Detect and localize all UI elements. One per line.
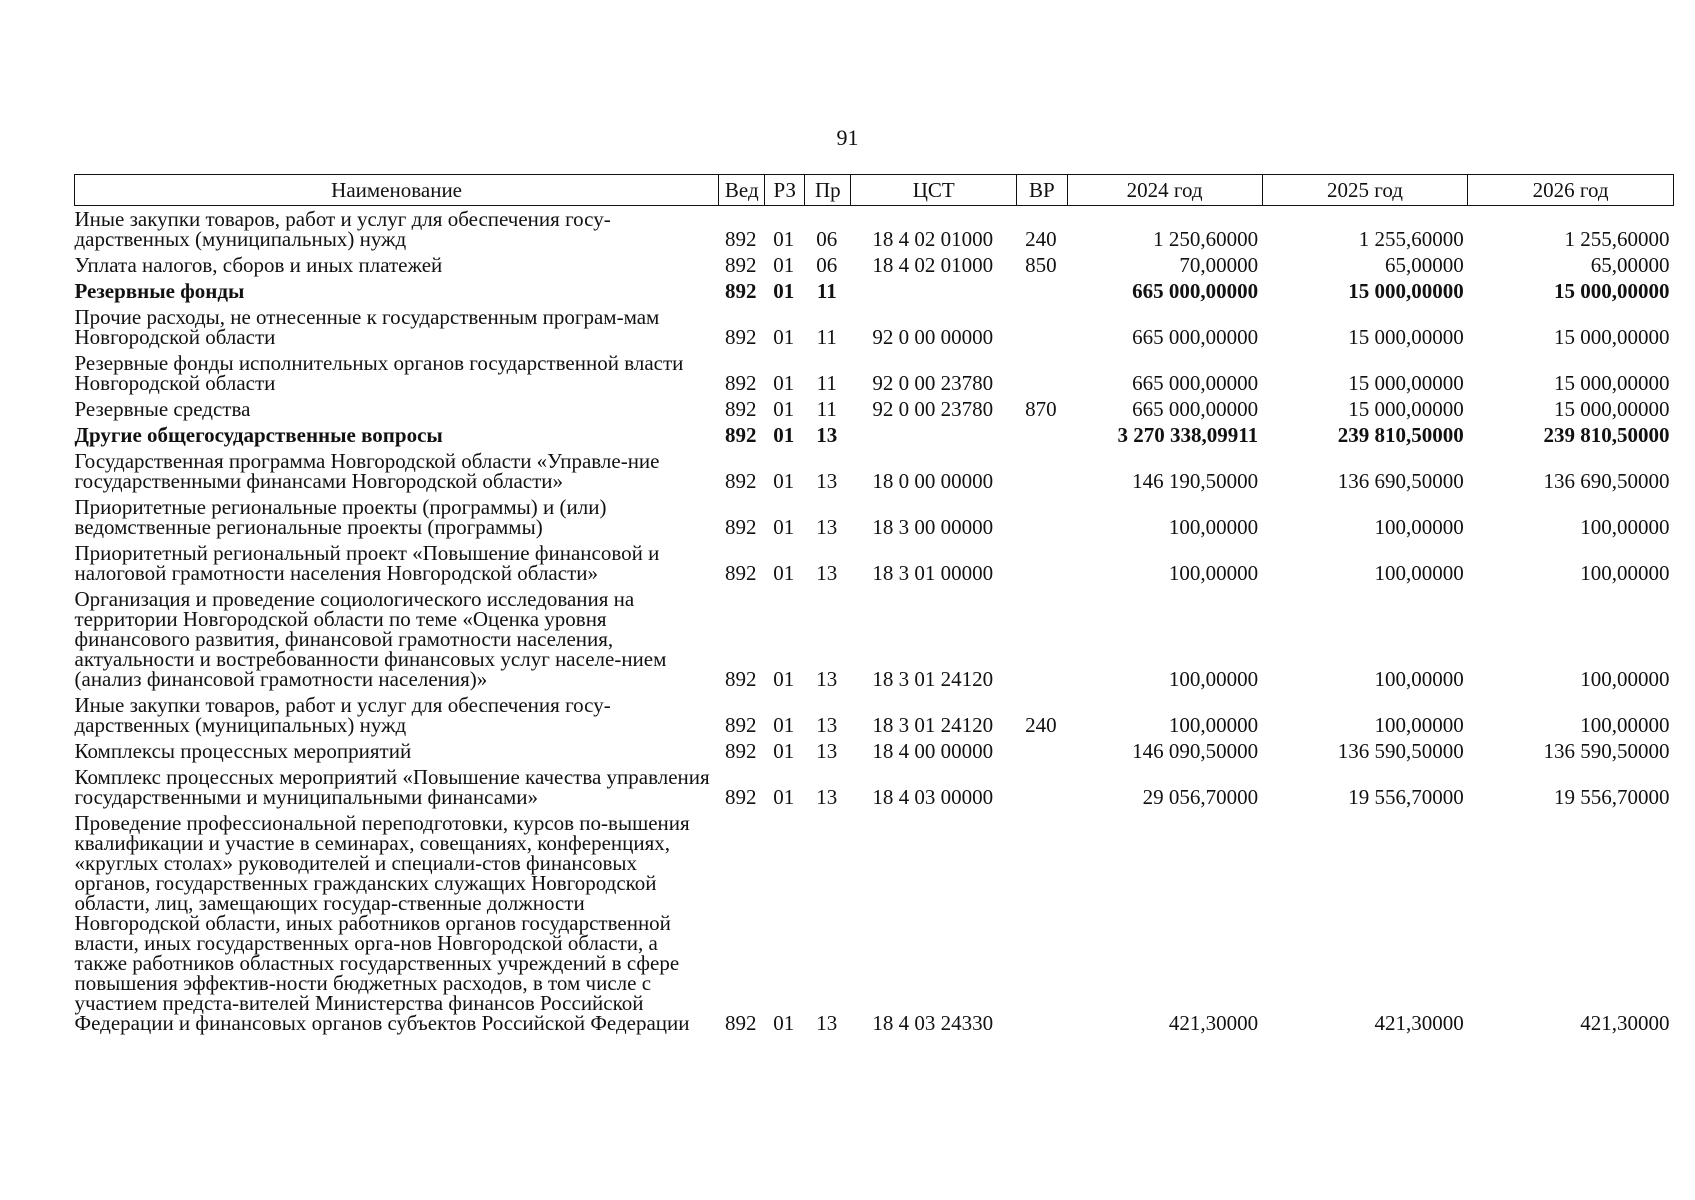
row-ved: 892: [725, 561, 757, 585]
row-2024: 665 000,00000: [1132, 279, 1259, 303]
row-rz: 01: [773, 1011, 795, 1035]
row-ved: 892: [725, 423, 757, 447]
row-rz: 01: [773, 667, 795, 691]
header-2026: 2026 год: [1468, 175, 1674, 206]
row-vr: [1017, 586, 1067, 692]
row-pr: 13: [816, 515, 838, 539]
row-2025: 100,00000: [1374, 667, 1464, 691]
table-row: [75, 810, 1674, 1036]
row-2026: 15 000,00000: [1554, 325, 1670, 349]
row-ved: 892: [725, 515, 757, 539]
row-2026: 239 810,50000: [1543, 423, 1670, 447]
row-ved: 892: [725, 713, 757, 737]
row-2026: 100,00000: [1580, 515, 1670, 539]
header-ved: Вед: [719, 175, 765, 206]
row-ved: 892: [725, 785, 757, 809]
page-number: 91: [836, 125, 859, 150]
row-pr: 13: [816, 667, 838, 691]
table-row: [75, 692, 1674, 738]
row-vr: 850: [1025, 253, 1057, 277]
row-cst: 18 3 01 24120: [872, 667, 994, 691]
row-pr: 11: [816, 279, 837, 303]
row-2026: 15 000,00000: [1554, 279, 1670, 303]
row-ved: 892: [725, 371, 757, 395]
row-2024: 100,00000: [1168, 561, 1259, 585]
row-name: Комплексы процессных мероприятий: [74, 739, 412, 763]
row-vr: [1017, 540, 1067, 586]
row-name: Прочие расходы, не отнесенные к государственным програм-мам Новгородской области: [74, 305, 660, 349]
row-2024: 665 000,00000: [1132, 397, 1259, 421]
row-ved: 892: [725, 397, 757, 421]
row-2024: 100,00000: [1168, 515, 1259, 539]
row-2024: 665 000,00000: [1132, 325, 1259, 349]
row-pr: 11: [816, 397, 837, 421]
row-2025: 65,00000: [1385, 253, 1464, 277]
row-pr: 13: [816, 1011, 838, 1035]
table-row: [75, 252, 1674, 278]
row-2025: 100,00000: [1374, 515, 1464, 539]
row-2024: 146 090,50000: [1132, 739, 1259, 763]
header-cst: ЦСТ: [851, 175, 1017, 206]
row-2025: 15 000,00000: [1348, 371, 1464, 395]
row-name: Резервные фонды: [74, 279, 245, 303]
row-pr: 11: [816, 371, 837, 395]
row-2024: 3 270 338,09911: [1117, 423, 1259, 447]
header-pr: Пр: [805, 175, 851, 206]
row-vr: [1017, 350, 1067, 396]
table-row: [75, 304, 1674, 350]
row-pr: 13: [816, 713, 838, 737]
row-ved: 892: [725, 667, 757, 691]
row-name: Резервные средства: [74, 397, 251, 421]
row-rz: 01: [773, 515, 795, 539]
row-ved: 892: [725, 1011, 757, 1035]
table-row: [75, 422, 1674, 448]
row-pr: 13: [816, 739, 838, 763]
row-vr: 240: [1025, 713, 1057, 737]
row-2025: 15 000,00000: [1348, 397, 1464, 421]
row-2026: 1 255,60000: [1564, 227, 1670, 251]
row-vr: [1017, 422, 1067, 448]
row-ved: 892: [725, 469, 757, 493]
row-2026: 421,30000: [1580, 1011, 1670, 1035]
row-2024: 1 250,60000: [1153, 227, 1259, 251]
row-pr: 13: [816, 469, 838, 493]
table-row: [75, 278, 1674, 304]
row-cst: 18 4 02 01000: [872, 227, 994, 251]
row-2026: 65,00000: [1590, 253, 1670, 277]
row-vr: [1017, 494, 1067, 540]
row-rz: 01: [773, 397, 795, 421]
row-rz: 01: [773, 253, 795, 277]
table-row: [75, 494, 1674, 540]
row-cst: 18 4 00 00000: [872, 739, 994, 763]
row-pr: 06: [816, 227, 838, 251]
row-rz: 01: [773, 469, 795, 493]
row-2025: 100,00000: [1374, 561, 1464, 585]
row-rz: 01: [773, 371, 795, 395]
row-name: Приоритетный региональный проект «Повышение финансовой и налоговой грамотности населения Новгородской области»: [74, 541, 660, 585]
row-cst: 18 4 03 24330: [872, 1011, 994, 1035]
table-row: [75, 350, 1674, 396]
header-2024: 2024 год: [1067, 175, 1262, 206]
row-pr: 13: [816, 785, 838, 809]
row-name: Государственная программа Новгородской области «Управле-ние государственными финансами Новгородской области»: [74, 449, 660, 493]
table-row: [75, 764, 1674, 810]
row-ved: 892: [725, 253, 757, 277]
row-2024: 146 190,50000: [1132, 469, 1259, 493]
row-vr: [1017, 448, 1067, 494]
row-vr: [1017, 278, 1067, 304]
row-cst: 18 0 00 00000: [872, 469, 994, 493]
row-ved: 892: [725, 227, 757, 251]
row-2026: 19 556,70000: [1554, 785, 1670, 809]
row-vr: 240: [1025, 227, 1057, 251]
row-pr: 06: [816, 253, 838, 277]
row-cst: [851, 422, 1017, 448]
row-pr: 13: [816, 423, 838, 447]
row-2024: 665 000,00000: [1132, 371, 1259, 395]
row-name: Иные закупки товаров, работ и услуг для обеспечения госу-дарственных (муниципальных) нужд: [74, 693, 611, 737]
row-cst: 92 0 00 00000: [872, 325, 994, 349]
row-2025: 15 000,00000: [1348, 325, 1464, 349]
row-ved: 892: [725, 325, 757, 349]
row-pr: 13: [816, 561, 838, 585]
row-2025: 15 000,00000: [1348, 279, 1464, 303]
row-name: Другие общегосударственные вопросы: [74, 423, 443, 447]
row-2025: 239 810,50000: [1337, 423, 1464, 447]
row-2024: 421,30000: [1168, 1011, 1259, 1035]
row-vr: [1017, 304, 1067, 350]
row-cst: 18 3 00 00000: [872, 515, 994, 539]
row-cst: 18 3 01 24120: [872, 713, 994, 737]
table-row: [75, 448, 1674, 494]
row-cst: 18 4 02 01000: [872, 253, 994, 277]
table-row: [75, 738, 1674, 764]
row-name: Проведение профессиональной переподготовки, курсов по-вышения квалификации и участие в семинарах, совещаниях, конференциях, «круглых столах» руководителей и специали-стов финансовых органов, государственных гражданских служащих Новгородской области, лиц, замещающих государ-ственные должности Новгородской области, иных работников органов государственной власти, иных государственных орга-нов Новгородской области, а также работников областных государственных учреждений в сфере повышения эффектив-ности бюджетных расходов, в том числе с участием предста-вителей Министерства финансов Российской Федерации и финансовых органов субъектов Российской Федерации: [74, 811, 690, 1035]
table-row: [75, 206, 1674, 253]
table-row: [75, 396, 1674, 422]
row-name: Иные закупки товаров, работ и услуг для обеспечения госу-дарственных (муниципальных) нужд: [74, 207, 611, 251]
table-header-row: [75, 175, 1674, 206]
row-2025: 100,00000: [1374, 713, 1464, 737]
row-2024: 100,00000: [1168, 667, 1259, 691]
row-name: Организация и проведение социологического исследования на территории Новгородской области по теме «Оценка уровня финансового развития, финансовой грамотности населения, актуальности и востребованности финансовых услуг населе-нием (анализ финансовой грамотности населения)»: [74, 587, 667, 691]
row-2024: 29 056,70000: [1142, 785, 1259, 809]
row-vr: 870: [1025, 397, 1057, 421]
row-2024: 100,00000: [1168, 713, 1259, 737]
table-row: [75, 586, 1674, 692]
row-rz: 01: [773, 561, 795, 585]
row-2026: 100,00000: [1580, 713, 1670, 737]
header-2025: 2025 год: [1262, 175, 1468, 206]
row-2025: 19 556,70000: [1348, 785, 1464, 809]
row-cst: 18 4 03 00000: [872, 785, 994, 809]
row-name: Уплата налогов, сборов и иных платежей: [74, 253, 443, 277]
row-name: Приоритетные региональные проекты (программы) и (или) ведомственные региональные проекты (программы): [74, 495, 607, 539]
header-rz: РЗ: [765, 175, 805, 206]
row-2025: 136 690,50000: [1337, 469, 1464, 493]
row-rz: 01: [773, 713, 795, 737]
row-vr: [1017, 810, 1067, 1036]
row-2026: 100,00000: [1580, 561, 1670, 585]
row-rz: 01: [773, 785, 795, 809]
row-name: Комплекс процессных мероприятий «Повышение качества управления государственными и муниципальными финансами»: [74, 765, 710, 809]
row-2026: 136 690,50000: [1543, 469, 1670, 493]
row-cst: 18 3 01 00000: [872, 561, 994, 585]
row-2026: 100,00000: [1580, 667, 1670, 691]
row-2025: 1 255,60000: [1358, 227, 1464, 251]
header-name: Наименование: [75, 175, 719, 206]
table-row: [75, 540, 1674, 586]
row-2026: 136 590,50000: [1543, 739, 1670, 763]
row-vr: [1017, 738, 1067, 764]
row-ved: 892: [725, 739, 757, 763]
row-2025: 421,30000: [1374, 1011, 1464, 1035]
row-cst: 92 0 00 23780: [872, 397, 994, 421]
row-rz: 01: [773, 227, 795, 251]
row-2026: 15 000,00000: [1554, 371, 1670, 395]
row-ved: 892: [725, 279, 757, 303]
budget-table: [74, 174, 1674, 1036]
row-pr: 11: [816, 325, 837, 349]
row-rz: 01: [773, 423, 795, 447]
row-2025: 136 590,50000: [1337, 739, 1464, 763]
row-name: Резервные фонды исполнительных органов государственной власти Новгородской области: [74, 351, 684, 395]
row-2026: 15 000,00000: [1554, 397, 1670, 421]
row-rz: 01: [773, 279, 795, 303]
row-2024: 70,00000: [1179, 253, 1259, 277]
row-vr: [1017, 764, 1067, 810]
row-cst: 92 0 00 23780: [872, 371, 994, 395]
row-rz: 01: [773, 739, 795, 763]
row-cst: [851, 278, 1017, 304]
row-rz: 01: [773, 325, 795, 349]
header-vr: ВР: [1017, 175, 1067, 206]
